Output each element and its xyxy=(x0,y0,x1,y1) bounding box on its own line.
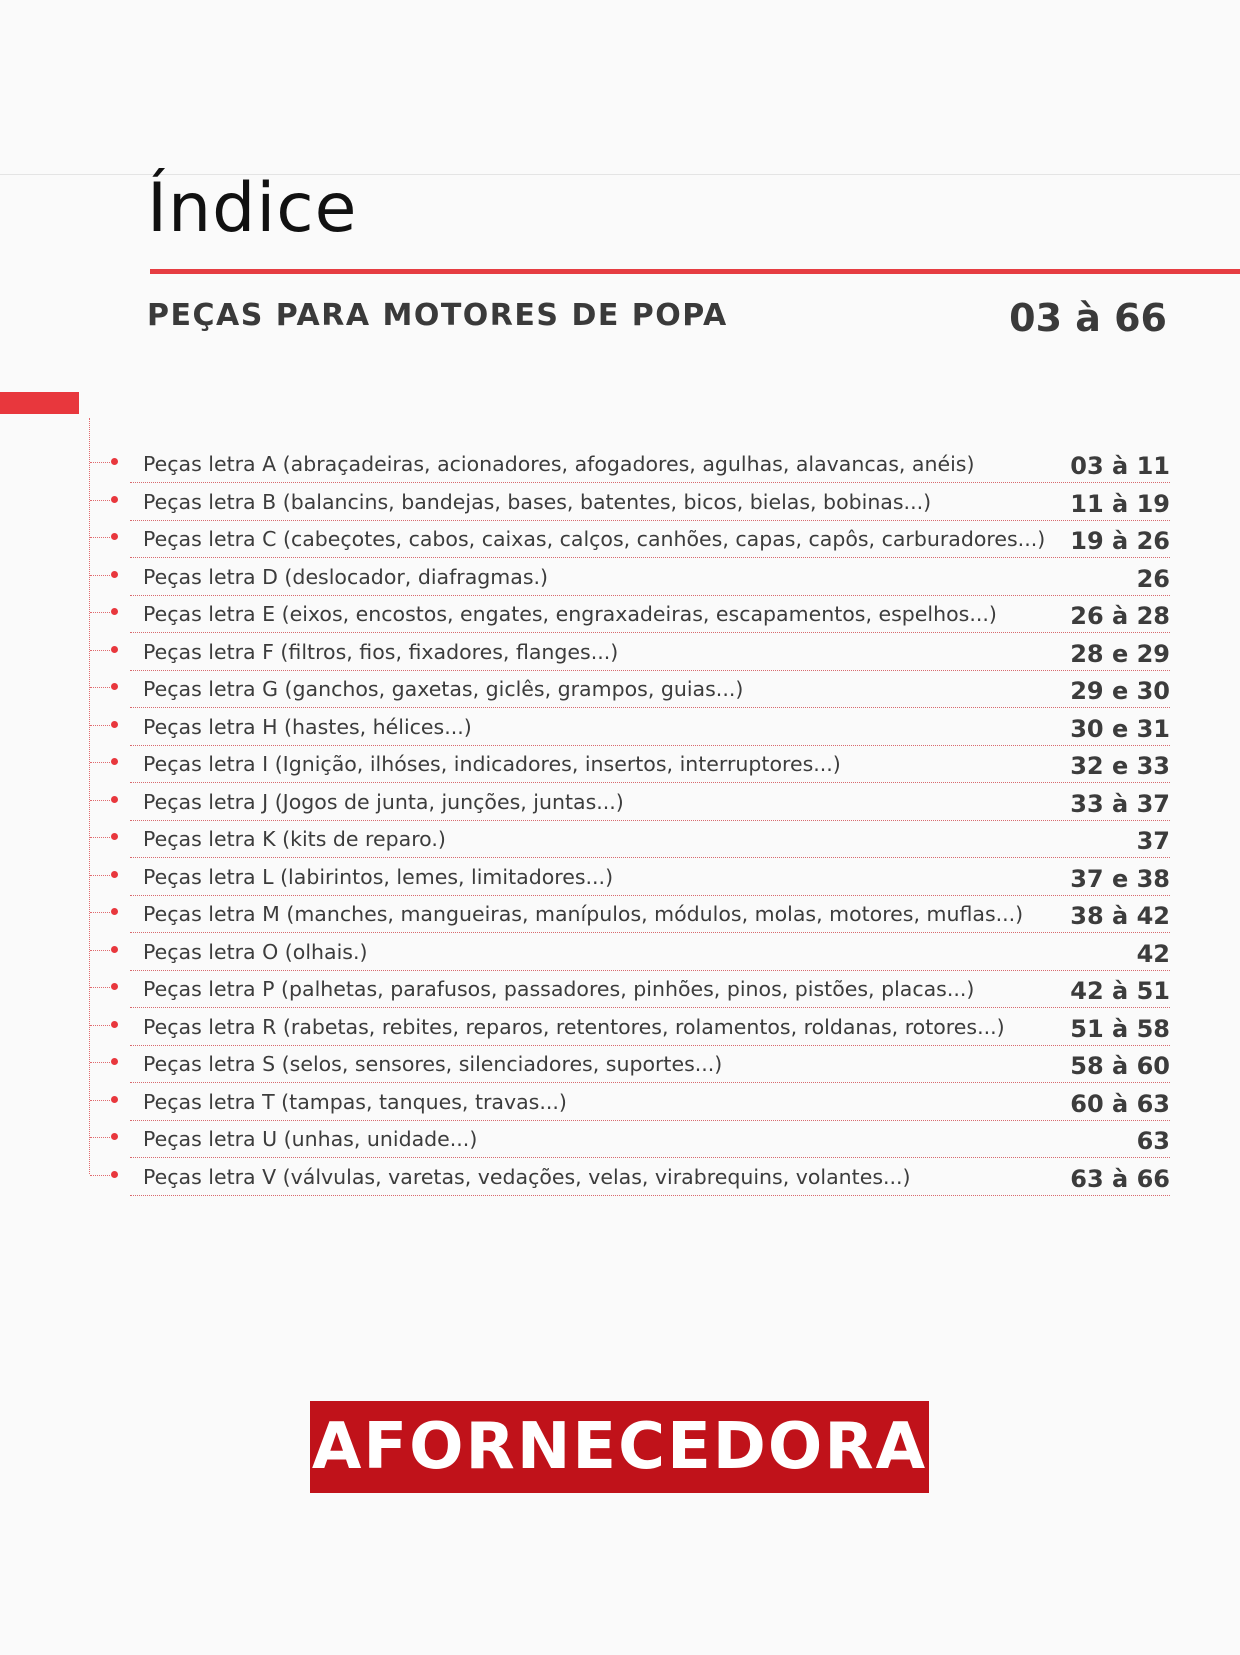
toc-entry-pages: 26 xyxy=(1136,564,1170,593)
bullet-icon xyxy=(111,908,118,915)
toc-entry-label: Peças letra S (selos, sensores, silenciadores, suportes...) xyxy=(143,1052,723,1076)
toc-entry-pages: 38 à 42 xyxy=(1070,902,1170,930)
toc-entry-pages: 33 à 37 xyxy=(1070,789,1170,818)
bullet-icon xyxy=(111,458,118,465)
toc-entry-pages: 29 e 30 xyxy=(1070,677,1170,705)
bullet-icon xyxy=(111,946,118,953)
toc-entry-label: Peças letra E (eixos, encostos, engates, engraxadeiras, escapamentos, espelhos...) xyxy=(143,602,997,626)
toc-entry-pages: 37 xyxy=(1136,827,1170,855)
toc-entry-label: Peças letra H (hastes, hélices...) xyxy=(143,714,472,739)
toc-entry-pages: 42 xyxy=(1136,939,1170,968)
toc-entry[interactable] xyxy=(90,1122,1170,1160)
toc-connector xyxy=(90,800,110,801)
brand-logo xyxy=(310,1401,929,1493)
toc-connector xyxy=(90,912,110,913)
toc-entry-label: Peças letra F (filtros, fios, fixadores, flanges...) xyxy=(143,639,619,664)
toc-entry-label: Peças letra J (Jogos de junta, junções, juntas...) xyxy=(143,789,624,814)
toc-entry[interactable] xyxy=(90,1085,1170,1123)
toc-entry-label: Peças letra P (palhetas, parafusos, passadores, pinhões, pinos, pistões, placas...) xyxy=(143,977,975,1001)
toc-entry[interactable] xyxy=(90,785,1170,823)
toc-entry-pages: 63 à 66 xyxy=(1070,1164,1170,1193)
toc-entry-pages: 60 à 63 xyxy=(1070,1089,1170,1118)
section-title: PEÇAS PARA MOTORES DE POPA xyxy=(147,298,728,333)
bullet-icon xyxy=(111,608,118,615)
toc-connector xyxy=(90,1100,110,1101)
table-of-contents xyxy=(90,447,1170,1197)
toc-connector xyxy=(90,650,110,651)
toc-connector xyxy=(90,687,110,688)
bullet-icon xyxy=(111,721,118,728)
toc-entry-label: Peças letra T (tampas, tanques, travas...) xyxy=(143,1089,567,1114)
toc-entry-label: Peças letra D (deslocador, diafragmas.) xyxy=(143,564,549,589)
toc-connector xyxy=(90,875,110,876)
toc-entry[interactable] xyxy=(90,560,1170,598)
toc-entry[interactable] xyxy=(90,672,1170,710)
bullet-icon xyxy=(111,1096,118,1103)
title-underline xyxy=(150,269,1240,274)
toc-entry-pages: 63 xyxy=(1136,1127,1170,1155)
toc-connector xyxy=(90,612,110,613)
bullet-icon xyxy=(111,1058,118,1065)
toc-connector xyxy=(90,500,110,501)
toc-entry-pages: 03 à 11 xyxy=(1070,452,1170,480)
toc-entry-label: Peças letra C (cabeçotes, cabos, caixas, calços, canhões, capas, capôs, carburadores...) xyxy=(143,527,1046,551)
bullet-icon xyxy=(111,983,118,990)
toc-connector xyxy=(90,987,110,988)
toc-connector xyxy=(90,1175,110,1176)
toc-entry-pages: 19 à 26 xyxy=(1070,527,1170,555)
toc-connector xyxy=(90,1137,110,1138)
toc-entry-pages: 28 e 29 xyxy=(1070,639,1170,668)
toc-entry-pages: 58 à 60 xyxy=(1070,1052,1170,1080)
toc-entry[interactable] xyxy=(90,485,1170,523)
toc-entry-label: Peças letra M (manches, mangueiras, manípulos, módulos, molas, motores, muflas...) xyxy=(143,902,1024,926)
toc-entry-pages: 42 à 51 xyxy=(1070,977,1170,1005)
toc-entry-pages: 51 à 58 xyxy=(1070,1014,1170,1043)
toc-entry[interactable] xyxy=(90,1160,1170,1198)
toc-entry[interactable] xyxy=(90,1047,1170,1085)
bullet-icon xyxy=(111,1133,118,1140)
section-marker-tab xyxy=(0,392,79,414)
toc-connector xyxy=(90,575,110,576)
toc-entry-label: Peças letra U (unhas, unidade...) xyxy=(143,1127,478,1151)
toc-entry-pages: 30 e 31 xyxy=(1070,714,1170,743)
section-header xyxy=(147,296,1167,346)
toc-entry[interactable] xyxy=(90,635,1170,673)
toc-entry-pages: 26 à 28 xyxy=(1070,602,1170,630)
bullet-icon xyxy=(111,758,118,765)
toc-connector xyxy=(90,462,110,463)
brand-logo-text: AFORNECEDORA xyxy=(311,1410,928,1484)
bullet-icon xyxy=(111,871,118,878)
bullet-icon xyxy=(111,571,118,578)
toc-entry-label: Peças letra K (kits de reparo.) xyxy=(143,827,446,851)
section-page-range: 03 à 66 xyxy=(1009,296,1167,340)
toc-connector xyxy=(90,762,110,763)
toc-connector xyxy=(90,1062,110,1063)
toc-entry-label: Peças letra R (rabetas, rebites, reparos, retentores, rolamentos, roldanas, rotores...) xyxy=(143,1014,1005,1039)
bullet-icon xyxy=(111,533,118,540)
toc-entry[interactable] xyxy=(90,897,1170,935)
toc-entry-label: Peças letra G (ganchos, gaxetas, giclês, grampos, guias...) xyxy=(143,677,744,701)
bullet-icon xyxy=(111,833,118,840)
bullet-icon xyxy=(111,683,118,690)
toc-entry-label: Peças letra B (balancins, bandejas, bases, batentes, bicos, bielas, bobinas...) xyxy=(143,489,932,514)
toc-entry[interactable] xyxy=(90,447,1170,485)
toc-entry[interactable] xyxy=(90,860,1170,898)
bullet-icon xyxy=(111,1021,118,1028)
toc-entry-pages: 11 à 19 xyxy=(1070,489,1170,518)
bullet-icon xyxy=(111,646,118,653)
toc-connector xyxy=(90,1025,110,1026)
toc-entry-label: Peças letra L (labirintos, lemes, limitadores...) xyxy=(143,864,614,889)
toc-connector xyxy=(90,725,110,726)
toc-entry[interactable] xyxy=(90,822,1170,860)
page-title: Índice xyxy=(147,169,358,248)
toc-entry-pages: 37 e 38 xyxy=(1070,864,1170,893)
toc-entry-label: Peças letra I (Ignição, ilhóses, indicadores, insertos, interruptores...) xyxy=(143,752,841,776)
toc-entry[interactable] xyxy=(90,747,1170,785)
toc-entry[interactable] xyxy=(90,597,1170,635)
bullet-icon xyxy=(111,496,118,503)
toc-connector xyxy=(90,950,110,951)
toc-connector xyxy=(90,837,110,838)
toc-entry[interactable] xyxy=(90,972,1170,1010)
toc-entry[interactable] xyxy=(90,522,1170,560)
bullet-icon xyxy=(111,796,118,803)
bullet-icon xyxy=(111,1171,118,1178)
toc-entry[interactable] xyxy=(90,710,1170,748)
toc-entry-label: Peças letra O (olhais.) xyxy=(143,939,368,964)
toc-entry-label: Peças letra A (abraçadeiras, acionadores, afogadores, agulhas, alavancas, anéis) xyxy=(143,452,975,476)
toc-entry-pages: 32 e 33 xyxy=(1070,752,1170,780)
toc-entry[interactable] xyxy=(90,935,1170,973)
toc-connector xyxy=(90,537,110,538)
toc-entry[interactable] xyxy=(90,1010,1170,1048)
toc-entry-label: Peças letra V (válvulas, varetas, vedações, velas, virabrequins, volantes...) xyxy=(143,1164,911,1189)
